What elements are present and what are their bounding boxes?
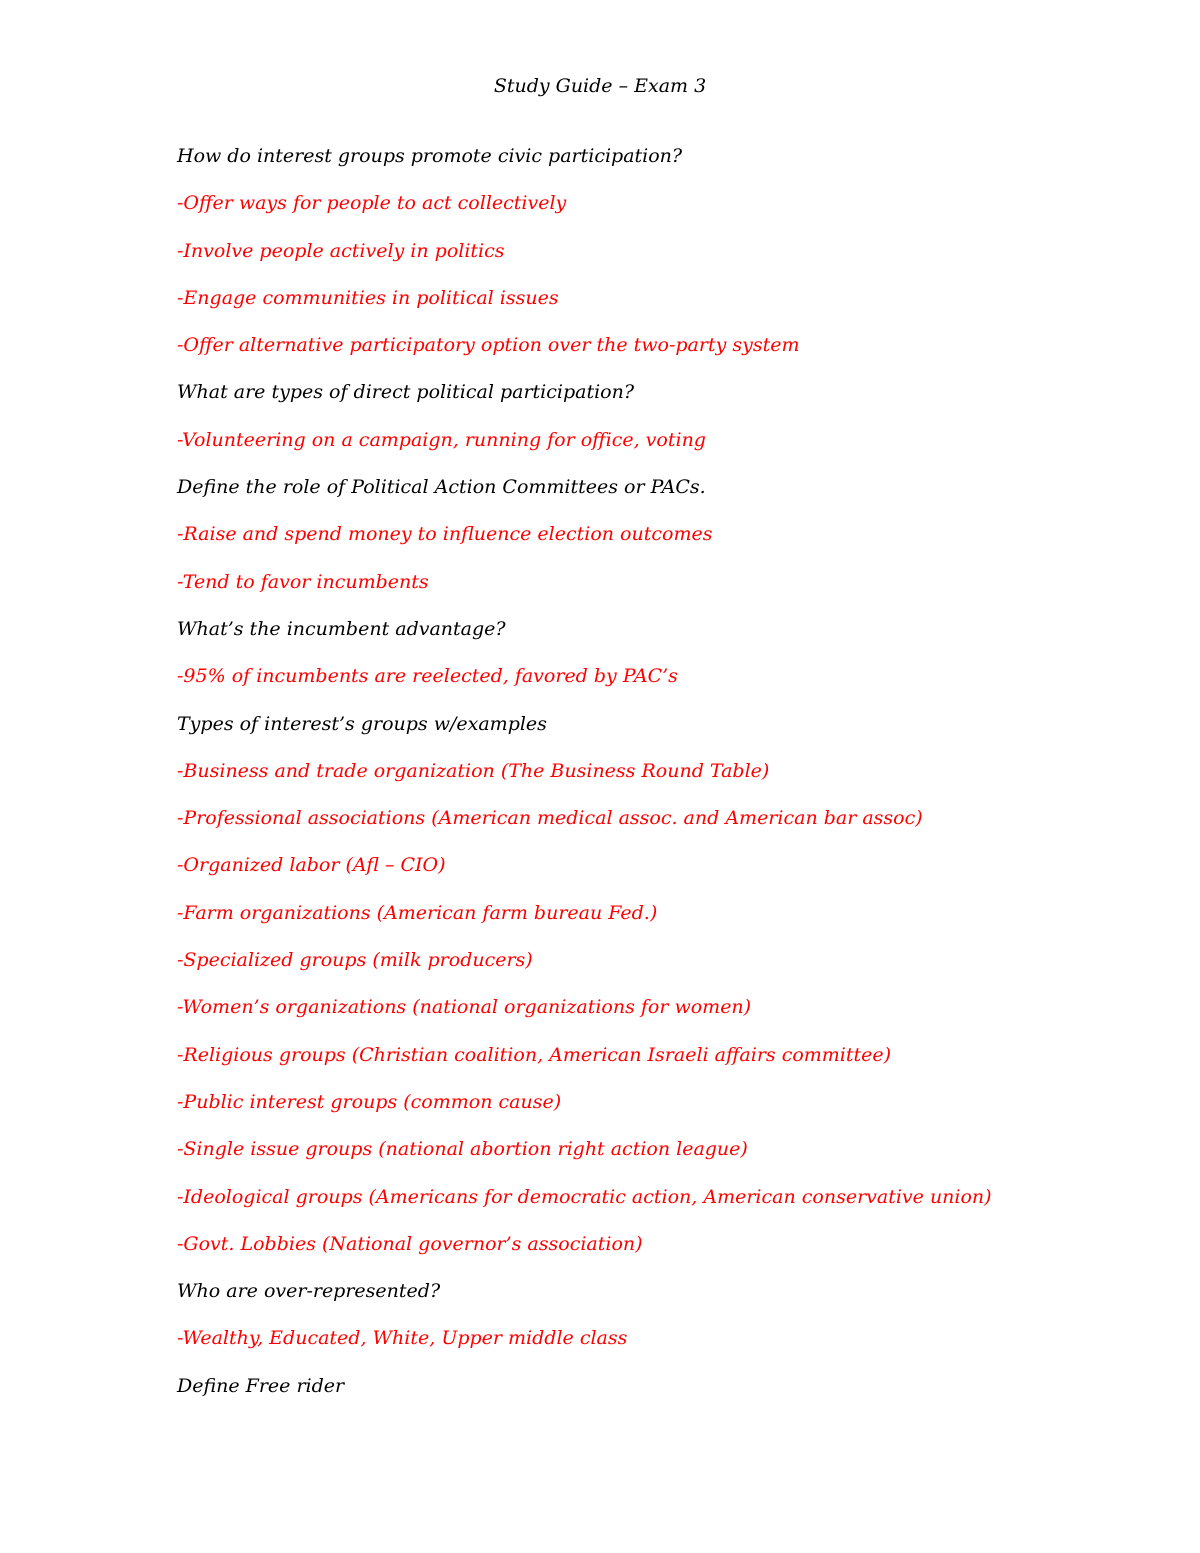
answer-line: -Single issue groups (national abortion right action league) — [177, 1138, 748, 1161]
answer-line: -Involve people actively in politics — [177, 239, 505, 262]
question-line: Define the role of Political Action Committees or PACs. — [177, 476, 706, 499]
answer-line: -Organized labor (Afl – CIO) — [177, 854, 446, 877]
question-line: What’s the incumbent advantage? — [177, 617, 506, 640]
answer-line: -Wealthy, Educated, White, Upper middle class — [177, 1327, 628, 1350]
answer-line: -95% of incumbents are reelected, favored by PAC’s — [177, 665, 678, 688]
answer-line: -Professional associations (American medical assoc. and American bar assoc) — [177, 807, 923, 830]
answer-line: -Offer ways for people to act collectively — [177, 192, 567, 215]
answer-line: -Govt. Lobbies (National governor’s association) — [177, 1232, 643, 1255]
question-line: What are types of direct political participation? — [177, 381, 635, 404]
question-line: Types of interest’s groups w/examples — [177, 712, 547, 735]
study-guide-lines — [177, 141, 1137, 1418]
question-line: Define Free rider — [177, 1374, 345, 1397]
question-line: Who are over-represented? — [177, 1280, 441, 1303]
answer-line: -Engage communities in political issues — [177, 286, 559, 309]
answer-line: -Raise and spend money to influence election outcomes — [177, 523, 713, 546]
answer-line: -Tend to favor incumbents — [177, 570, 429, 593]
answer-line: -Business and trade organization (The Business Round Table) — [177, 759, 770, 782]
answer-line: -Farm organizations (American farm bureau Fed.) — [177, 901, 658, 924]
question-line: How do interest groups promote civic participation? — [177, 145, 683, 167]
answer-line: -Women’s organizations (national organizations for women) — [177, 996, 752, 1019]
answer-line: -Religious groups (Christian coalition, American Israeli affairs committee) — [177, 1043, 892, 1066]
answer-line: -Volunteering on a campaign, running for office, voting — [177, 428, 706, 451]
answer-line: -Ideological groups (Americans for democratic action, American conservative union) — [177, 1185, 992, 1208]
answer-line: -Specialized groups (milk producers) — [177, 949, 533, 972]
document-title: Study Guide – Exam 3 — [493, 75, 707, 97]
answer-line: -Offer alternative participatory option over the two-party system — [177, 334, 800, 357]
answer-line: -Public interest groups (common cause) — [177, 1090, 562, 1113]
